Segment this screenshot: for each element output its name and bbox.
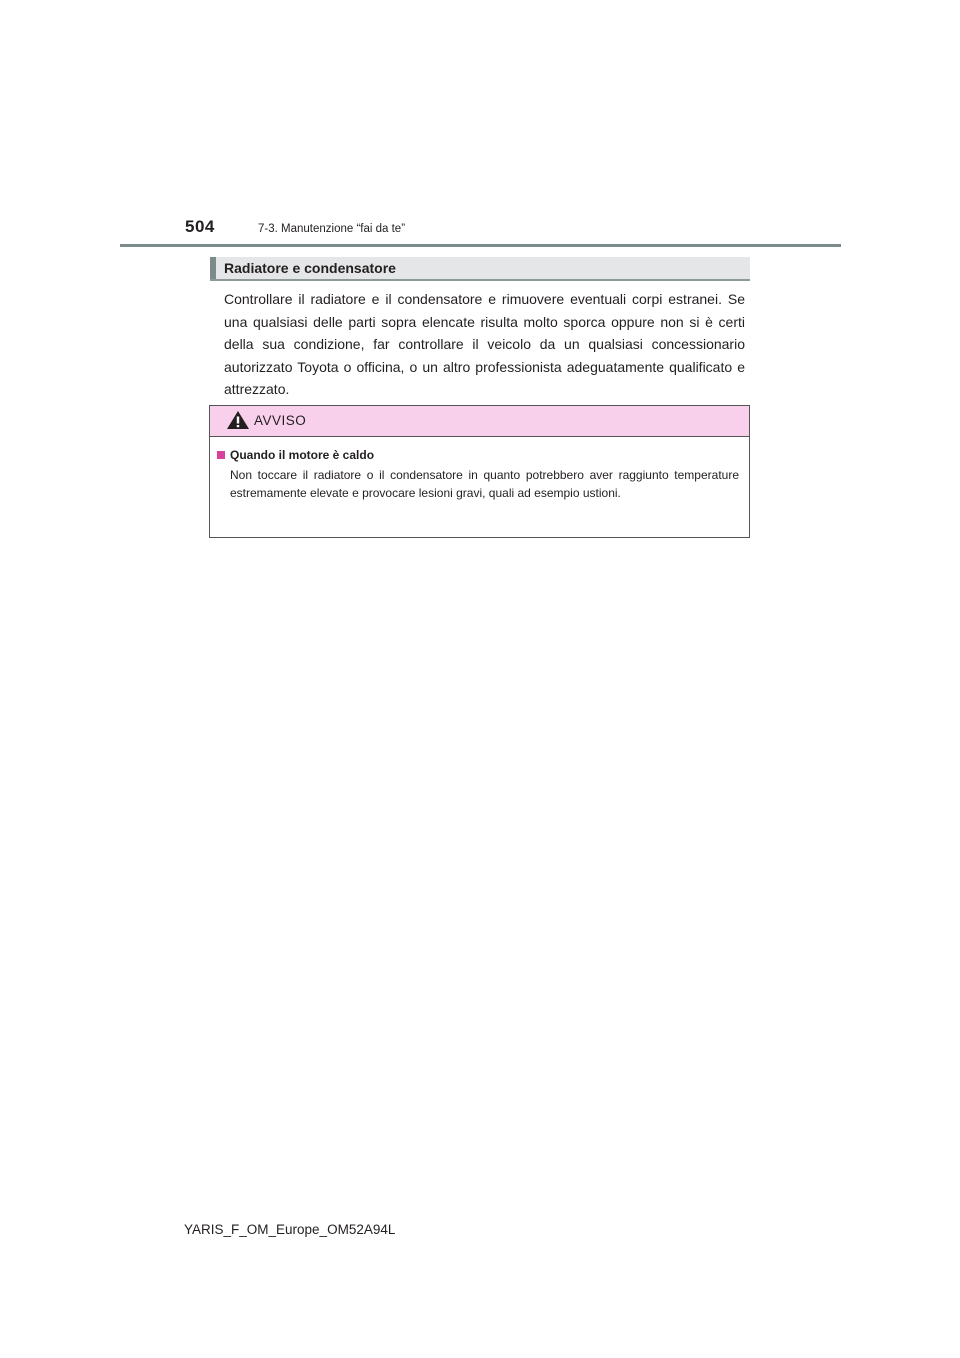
warning-label: AVVISO <box>254 413 307 428</box>
warning-item-title-text: Quando il motore è caldo <box>230 448 375 462</box>
warning-box <box>209 405 750 538</box>
section-heading-bar <box>210 257 216 279</box>
header-rule <box>120 244 841 247</box>
warning-item-title <box>217 448 739 462</box>
section-heading <box>210 257 750 281</box>
warning-triangle-icon <box>226 410 250 430</box>
section-body-text: Controllare il radiatore e il condensatore e rimuovere eventuali corpi estranei. Se una qualsiasi delle parti sopra elencate risulta molto sporca oppure non si è certi della sua condizione, far controllare il veicolo da un qualsiasi concessionario autorizzato Toyota o officina, o un altro professionista adeguatamente qualificato e attrezzato. <box>224 291 745 398</box>
square-bullet-icon <box>217 451 225 459</box>
warning-item-text: Non toccare il radiatore o il condensatore in quanto potrebbero aver raggiunto temperature estremamente elevate e provocare lesioni gravi, quali ad esempio ustioni. <box>230 468 739 500</box>
section-title: Radiatore e condensatore <box>224 260 396 276</box>
warning-header <box>210 406 749 437</box>
section-breadcrumb: 7-3. Manutenzione “fai da te” <box>258 223 406 235</box>
warning-item <box>217 448 739 502</box>
page-number: 504 <box>185 217 215 236</box>
footer-document-code: YARIS_F_OM_Europe_OM52A94L <box>184 1222 396 1237</box>
